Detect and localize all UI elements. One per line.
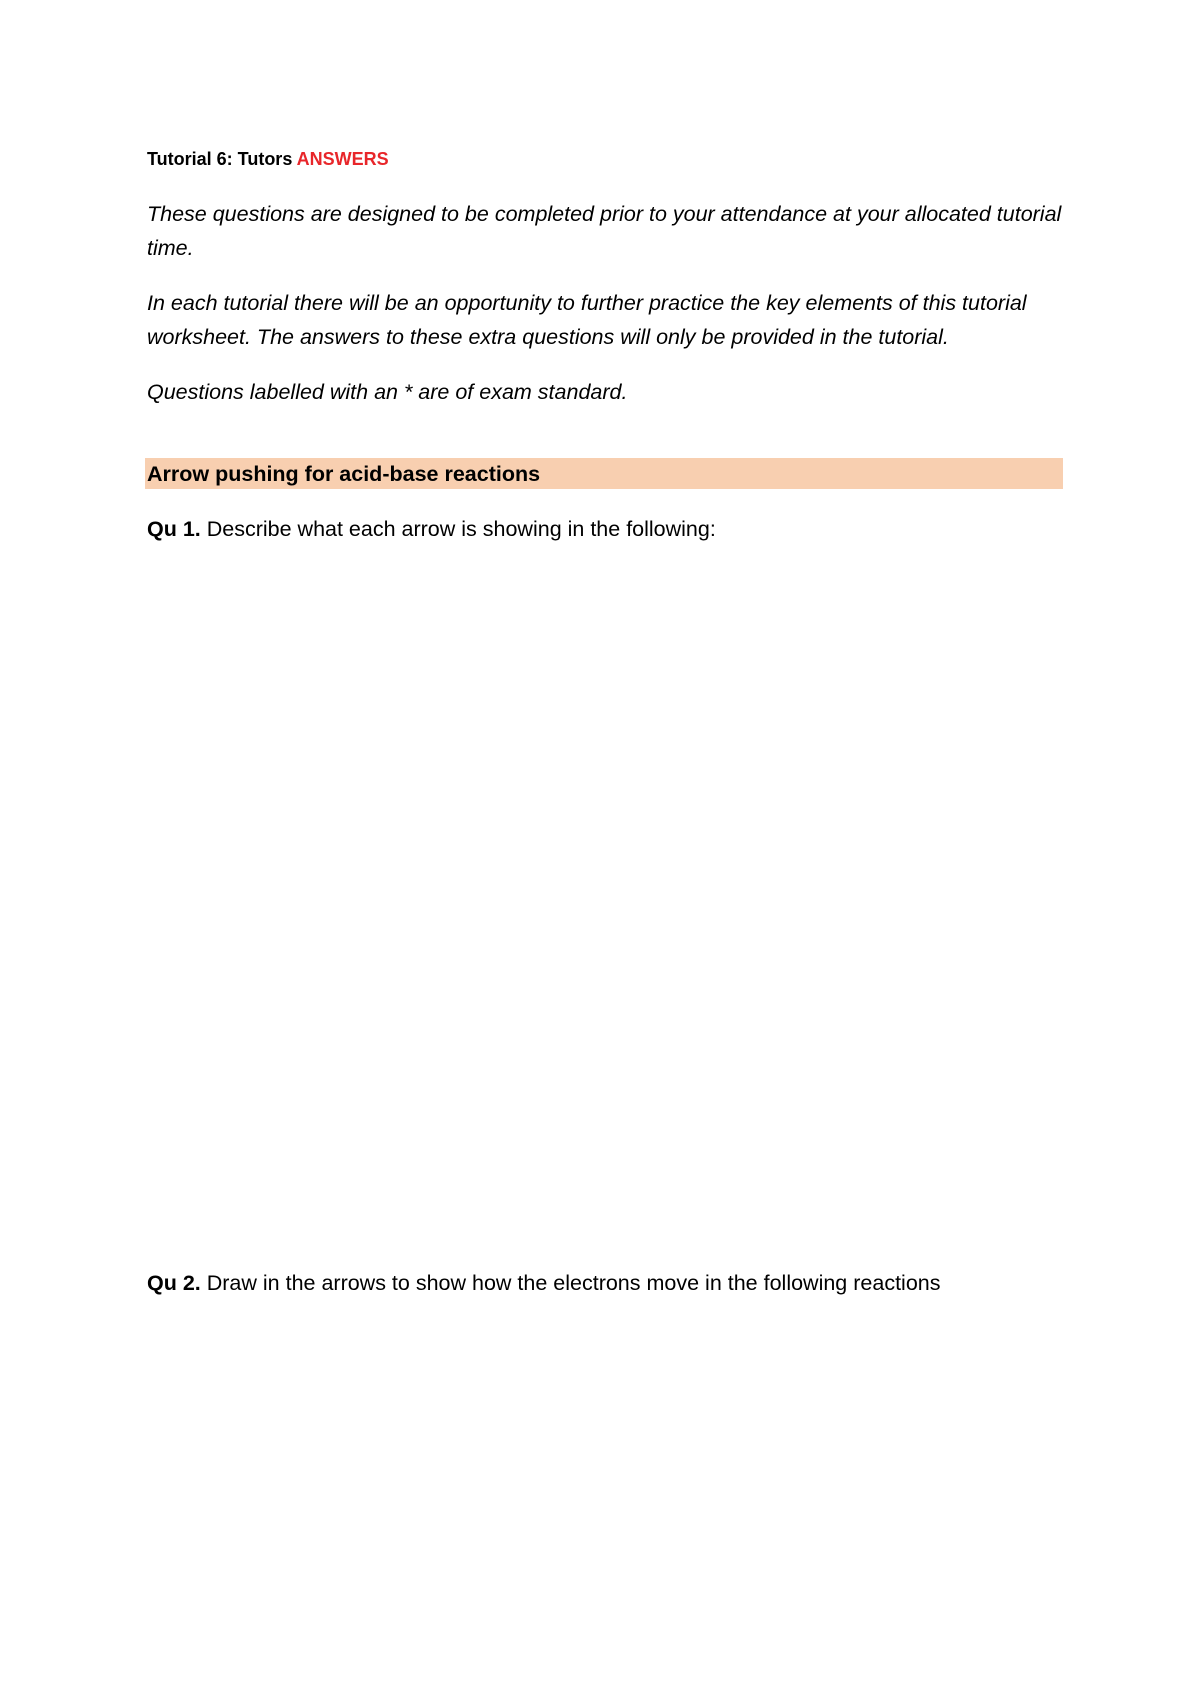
title-answers-label: ANSWERS [296,149,389,169]
question-1-number: Qu 1. [147,517,201,541]
intro-paragraph-2: In each tutorial there will be an opportunity to further practice the key elements of this tutorial worksheet. The answers to these extra questions will only be provided in the tutorial. [147,291,1027,349]
question-2 [147,1270,940,1296]
question-1-text: Describe what each arrow is showing in the following: [200,517,716,541]
intro-paragraph-3: Questions labelled with an * are of exam standard. [147,380,628,404]
question-2-number: Qu 2. [147,1271,201,1295]
title-prefix: Tutorial 6: Tutors [147,149,297,169]
question-1 [147,516,716,542]
section-title: Arrow pushing for acid-base reactions [147,462,541,486]
intro-paragraph-1: These questions are designed to be completed prior to your attendance at your allocated tutorial time. [147,202,1062,260]
page-title [147,148,389,170]
question-2-text: Draw in the arrows to show how the electrons move in the following reactions [200,1271,941,1295]
